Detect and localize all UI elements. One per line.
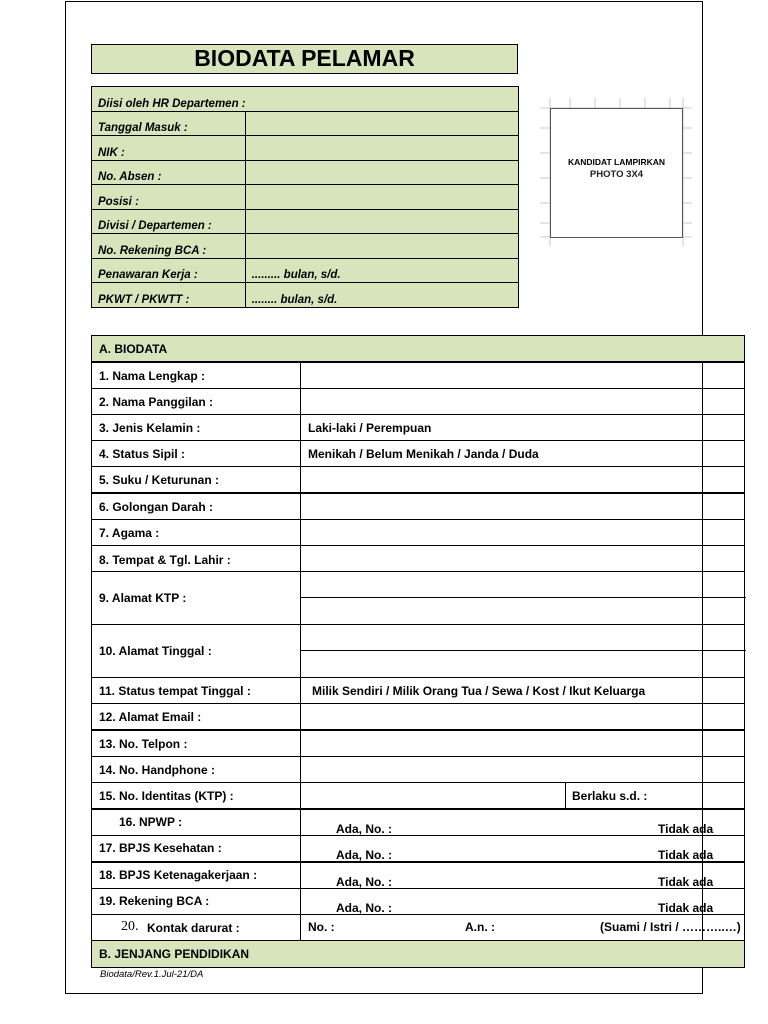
hr-field-label: Divisi / Departemen :	[92, 209, 246, 234]
field-label: 11. Status tempat Tinggal :	[99, 684, 251, 698]
table-row	[91, 624, 745, 678]
field-label: 1. Nama Lengkap :	[99, 369, 206, 383]
hr-row	[92, 185, 519, 210]
npwp-tidak-ada-option[interactable]: Tidak ada	[658, 822, 714, 836]
kontak-an-field[interactable]: A.n. :	[465, 920, 495, 934]
hr-row	[92, 283, 519, 308]
posisi-field[interactable]	[245, 185, 518, 210]
tempat-tgl-lahir-field[interactable]	[302, 546, 702, 571]
pkwt-field[interactable]: ........ bulan, s/d.	[245, 283, 518, 308]
field-label: 7. Agama :	[99, 526, 160, 540]
photo-instruction: KANDIDAT LAMPIRKAN	[567, 157, 666, 167]
golongan-darah-field[interactable]	[302, 494, 702, 519]
table-row	[91, 440, 745, 467]
email-field[interactable]	[302, 704, 702, 729]
table-row	[91, 862, 745, 889]
hr-row	[92, 258, 519, 283]
hr-field-label: NIK :	[92, 136, 246, 161]
table-row	[91, 362, 745, 389]
field-label: 18. BPJS Ketenagakerjaan :	[99, 868, 258, 882]
hr-field-label: PKWT / PKWTT :	[92, 283, 246, 308]
photo-placeholder[interactable]	[550, 108, 683, 238]
hr-field-label: No. Absen :	[92, 160, 246, 185]
hr-section-label: Diisi oleh HR Departemen :	[92, 87, 519, 112]
table-row	[91, 782, 745, 809]
table-row	[91, 466, 745, 493]
field-label: 15. No. Identitas (KTP) :	[99, 789, 234, 803]
divisi-field[interactable]	[245, 209, 518, 234]
bpjs-kesehatan-ada-option[interactable]: Ada, No. :	[336, 848, 392, 862]
table-row	[91, 809, 745, 836]
table-row	[91, 571, 745, 625]
field-label: 9. Alamat KTP :	[99, 591, 187, 605]
photo-size-label: PHOTO 3X4	[589, 169, 644, 180]
table-row	[91, 756, 745, 783]
penawaran-kerja-field[interactable]: ......... bulan, s/d.	[245, 258, 518, 283]
hr-row	[92, 209, 519, 234]
section-b-title: B. JENJANG PENDIDIKAN	[99, 947, 250, 961]
biodata-table	[91, 335, 745, 968]
hr-field-label: Tanggal Masuk :	[92, 111, 246, 136]
agama-field[interactable]	[302, 520, 702, 545]
rekening-tidak-ada-option[interactable]: Tidak ada	[658, 901, 714, 915]
field-label: Kontak darurat :	[147, 921, 240, 935]
table-row	[91, 914, 745, 941]
suku-field[interactable]	[302, 467, 702, 492]
field-label: 2. Nama Panggilan :	[99, 395, 214, 409]
hr-row	[92, 136, 519, 161]
field-label: 8. Tempat & Tgl. Lahir :	[99, 553, 231, 567]
document-footer: Biodata/Rev.1.Jul-21/DA	[100, 969, 204, 980]
bpjs-tk-tidak-ada-option[interactable]: Tidak ada	[658, 875, 714, 889]
field-label: 16. NPWP :	[119, 815, 183, 829]
field-label: 3. Jenis Kelamin :	[99, 421, 201, 435]
handphone-field[interactable]	[302, 757, 702, 782]
nama-panggilan-field[interactable]	[302, 389, 702, 414]
bpjs-kesehatan-tidak-ada-option[interactable]: Tidak ada	[658, 848, 714, 862]
table-row	[91, 730, 745, 757]
field-label: 17. BPJS Kesehatan :	[99, 841, 222, 855]
table-row	[91, 703, 745, 730]
hr-row	[92, 234, 519, 259]
telpon-field[interactable]	[302, 731, 702, 756]
status-sipil-options[interactable]: Menikah / Belum Menikah / Janda / Duda	[308, 447, 539, 461]
table-row	[91, 677, 745, 704]
alamat-ktp-field[interactable]	[302, 572, 702, 624]
hr-row	[92, 87, 519, 112]
table-row	[91, 888, 745, 915]
nik-field[interactable]	[245, 136, 518, 161]
rekening-ada-option[interactable]: Ada, No. :	[336, 901, 392, 915]
table-row	[91, 519, 745, 546]
hr-row	[92, 160, 519, 185]
hr-department-table	[91, 86, 519, 308]
table-row	[91, 414, 745, 441]
bpjs-tk-ada-option[interactable]: Ada, No. :	[336, 875, 392, 889]
field-label: 13. No. Telpon :	[99, 737, 188, 751]
field-label: 5. Suku / Keturunan :	[99, 473, 220, 487]
no-absen-field[interactable]	[245, 160, 518, 185]
nama-lengkap-field[interactable]	[302, 363, 702, 388]
field-label: 6. Golongan Darah :	[99, 500, 214, 514]
jenis-kelamin-options[interactable]: Laki-laki / Perempuan	[308, 421, 432, 435]
row-number: 20.	[121, 919, 139, 934]
section-a-header	[91, 335, 745, 362]
npwp-ada-option[interactable]: Ada, No. :	[336, 822, 392, 836]
form-title: BIODATA PELAMAR	[91, 44, 518, 74]
field-label: 19. Rekening BCA :	[99, 894, 210, 908]
table-row	[91, 835, 745, 862]
rekening-bca-field[interactable]	[245, 234, 518, 259]
tanggal-masuk-field[interactable]	[245, 111, 518, 136]
section-a-title: A. BIODATA	[99, 342, 168, 356]
status-tinggal-options[interactable]: Milik Sendiri / Milik Orang Tua / Sewa / Kost / Ikut Keluarga	[312, 684, 646, 698]
ktp-number-field[interactable]	[302, 783, 562, 808]
table-row	[91, 545, 745, 572]
table-row	[91, 493, 745, 520]
section-b-header	[91, 940, 745, 968]
table-row	[91, 388, 745, 415]
kontak-no-field[interactable]: No. :	[308, 920, 335, 934]
hr-field-label: Posisi :	[92, 185, 246, 210]
hr-field-label: No. Rekening BCA :	[92, 234, 246, 259]
berlaku-label: Berlaku s.d. :	[572, 789, 648, 803]
kontak-relation-field[interactable]: (Suami / Istri / ………..…)	[600, 920, 741, 934]
field-label: 10. Alamat Tinggal :	[99, 644, 212, 658]
alamat-tinggal-field[interactable]	[302, 625, 702, 677]
field-label: 4. Status Sipil :	[99, 447, 186, 461]
hr-row	[92, 111, 519, 136]
field-label: 12. Alamat Email :	[99, 710, 202, 724]
field-label: 14. No. Handphone :	[99, 763, 216, 777]
hr-field-label: Penawaran Kerja :	[92, 258, 246, 283]
